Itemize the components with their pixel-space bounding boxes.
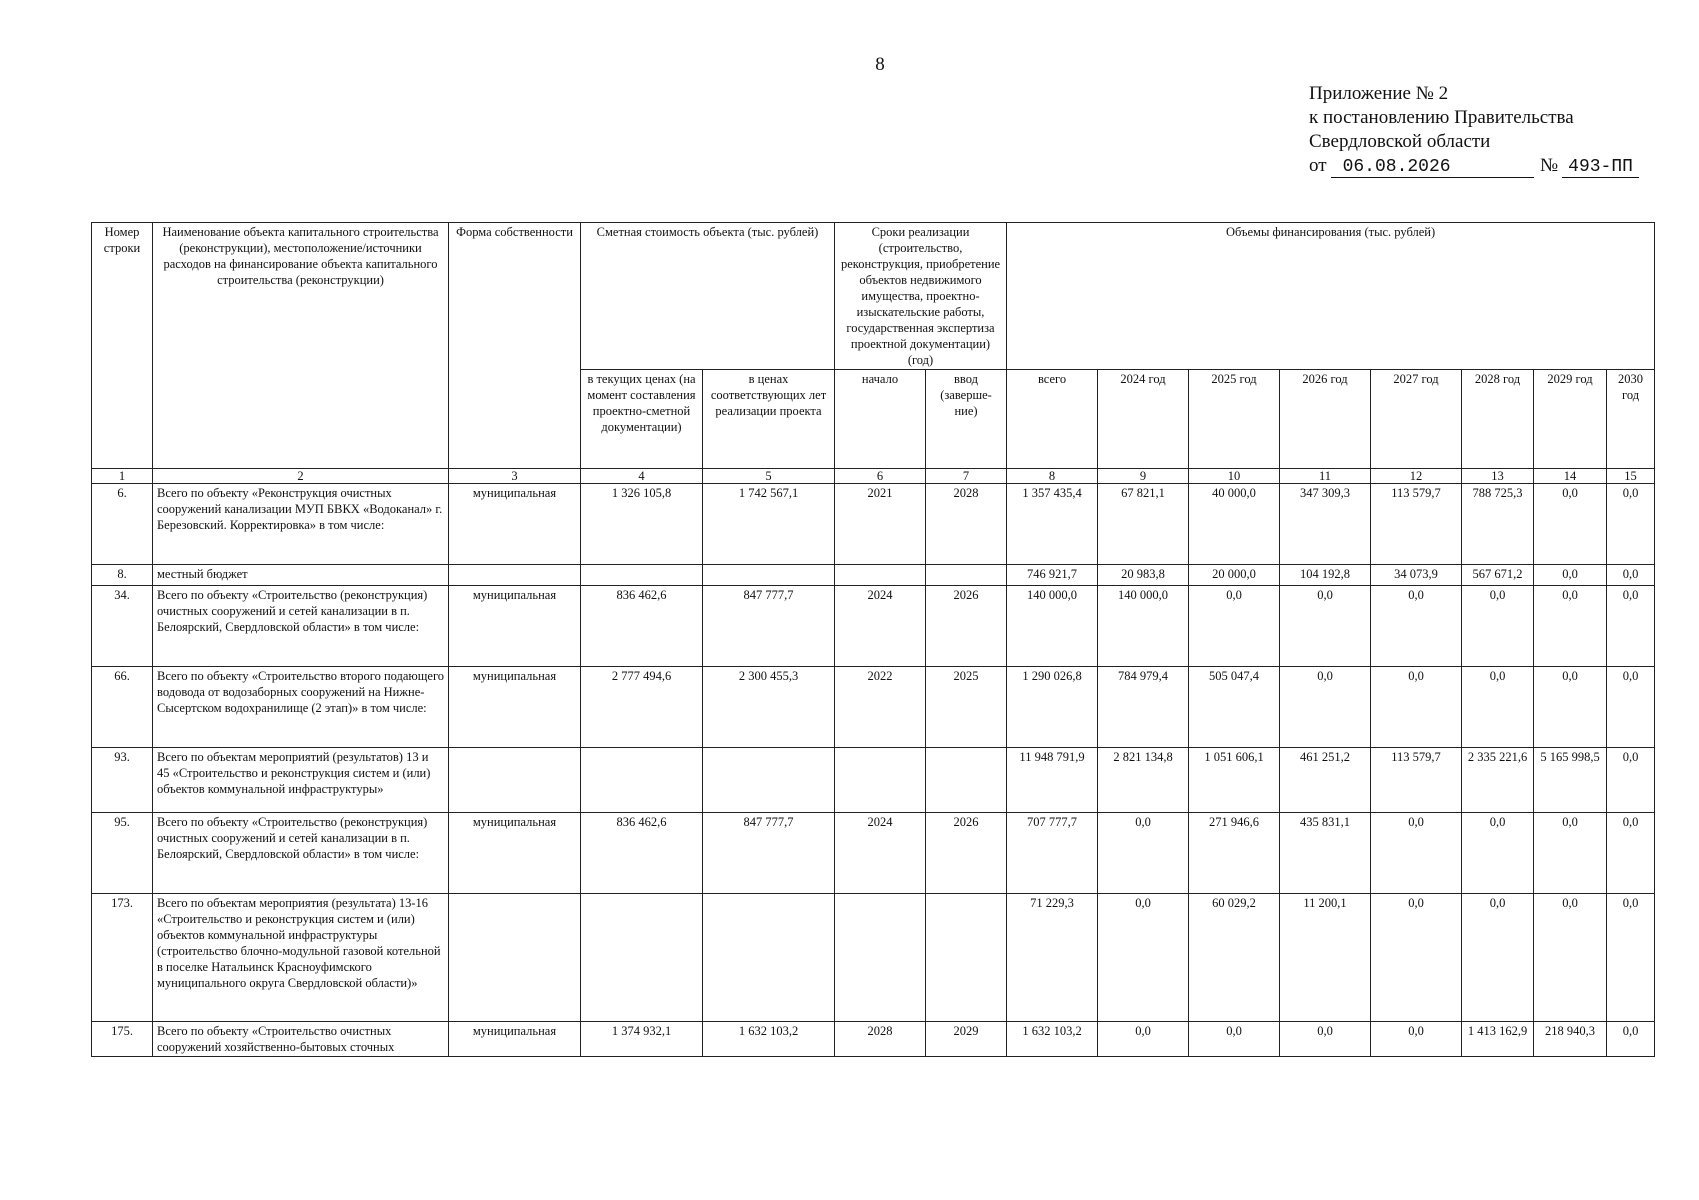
column-number: 15 — [1607, 469, 1655, 484]
row-number-cell: 95. — [92, 813, 153, 894]
total-cell: 746 921,7 — [1007, 565, 1098, 586]
y2026-cell: 0,0 — [1280, 586, 1371, 667]
row-number-cell: 173. — [92, 894, 153, 1022]
header-2030: 2030 год — [1607, 370, 1655, 469]
cost-years-cell: 2 300 455,3 — [703, 667, 835, 748]
table-row — [92, 813, 1655, 894]
start-year-cell: 2028 — [835, 1022, 926, 1057]
y2028-cell: 1 413 162,9 — [1462, 1022, 1534, 1057]
cost-current-cell: 2 777 494,6 — [581, 667, 703, 748]
y2029-cell: 0,0 — [1534, 667, 1607, 748]
header-2027: 2027 год — [1371, 370, 1462, 469]
cost-current-cell — [581, 894, 703, 1022]
y2027-cell: 113 579,7 — [1371, 748, 1462, 813]
header-2028: 2028 год — [1462, 370, 1534, 469]
cost-years-cell: 847 777,7 — [703, 586, 835, 667]
y2025-cell: 505 047,4 — [1189, 667, 1280, 748]
object-name-cell: Всего по объекту «Реконструкция очистных сооружений канализации МУП БВКХ «Водоканал» г. Березовский. Корректировка» в том числе: — [153, 484, 449, 565]
start-year-cell: 2022 — [835, 667, 926, 748]
y2025-cell: 20 000,0 — [1189, 565, 1280, 586]
y2027-cell: 0,0 — [1371, 813, 1462, 894]
resolution-date: 06.08.2026 — [1331, 157, 1534, 178]
total-cell: 1 632 103,2 — [1007, 1022, 1098, 1057]
y2027-cell: 0,0 — [1371, 1022, 1462, 1057]
y2024-cell: 0,0 — [1098, 1022, 1189, 1057]
number-sign: № — [1540, 155, 1559, 176]
column-number: 10 — [1189, 469, 1280, 484]
table-row — [92, 748, 1655, 813]
total-cell: 707 777,7 — [1007, 813, 1098, 894]
object-name-cell: Всего по объектам мероприятий (результатов) 13 и 45 «Строительство и реконструкция систем и (или) объектов коммунальной инфраструктуры» — [153, 748, 449, 813]
row-number-cell: 66. — [92, 667, 153, 748]
header-row-1 — [92, 223, 1655, 370]
y2027-cell: 113 579,7 — [1371, 484, 1462, 565]
y2027-cell: 0,0 — [1371, 586, 1462, 667]
resolution-number: 493-ПП — [1562, 157, 1639, 178]
appendix-resolution: к постановлению Правительства — [1309, 107, 1574, 128]
cost-years-cell: 847 777,7 — [703, 813, 835, 894]
cost-years-cell — [703, 748, 835, 813]
y2024-cell: 140 000,0 — [1098, 586, 1189, 667]
y2025-cell: 0,0 — [1189, 1022, 1280, 1057]
y2028-cell: 0,0 — [1462, 894, 1534, 1022]
y2030-cell: 0,0 — [1607, 813, 1655, 894]
start-year-cell — [835, 565, 926, 586]
start-year-cell: 2024 — [835, 813, 926, 894]
cost-current-cell: 836 462,6 — [581, 586, 703, 667]
object-name-cell: Всего по объекту «Строительство второго подающего водовода от водозаборных сооружений на Нижне-Сысертском водохранилище (2 этап)» в том числе: — [153, 667, 449, 748]
y2024-cell: 784 979,4 — [1098, 667, 1189, 748]
y2025-cell: 1 051 606,1 — [1189, 748, 1280, 813]
cost-current-cell: 1 326 105,8 — [581, 484, 703, 565]
appendix-block — [1309, 82, 1639, 178]
y2025-cell: 271 946,6 — [1189, 813, 1280, 894]
y2024-cell: 2 821 134,8 — [1098, 748, 1189, 813]
end-year-cell — [926, 748, 1007, 813]
total-cell: 11 948 791,9 — [1007, 748, 1098, 813]
column-number: 8 — [1007, 469, 1098, 484]
column-number: 5 — [703, 469, 835, 484]
y2029-cell: 0,0 — [1534, 894, 1607, 1022]
column-number: 14 — [1534, 469, 1607, 484]
column-number: 12 — [1371, 469, 1462, 484]
row-number-cell: 175. — [92, 1022, 153, 1057]
y2025-cell: 0,0 — [1189, 586, 1280, 667]
column-number-row — [92, 469, 1655, 484]
y2030-cell: 0,0 — [1607, 1022, 1655, 1057]
object-name-cell: Всего по объекту «Строительство (реконструкция) очистных сооружений и сетей канализации в п. Белоярский, Свердловской области» в том числе: — [153, 813, 449, 894]
y2026-cell: 104 192,8 — [1280, 565, 1371, 586]
row-number-cell: 8. — [92, 565, 153, 586]
header-2025: 2025 год — [1189, 370, 1280, 469]
y2029-cell: 0,0 — [1534, 565, 1607, 586]
table-row — [92, 586, 1655, 667]
cost-current-cell — [581, 748, 703, 813]
column-number: 4 — [581, 469, 703, 484]
total-cell: 140 000,0 — [1007, 586, 1098, 667]
y2024-cell: 67 821,1 — [1098, 484, 1189, 565]
header-object-name: Наименование объекта капитального строительства (реконструкции), местоположение/источники расходов на финансирование объекта капитального строительства (реконструкции) — [153, 223, 449, 469]
header-terms: Сроки реализации (строительство, реконструкция, приобретение объектов недвижимого имущества, проектно-изыскательские работы, государственная экспертиза проектной документации) (год) — [835, 223, 1007, 370]
table-row — [92, 484, 1655, 565]
start-year-cell — [835, 894, 926, 1022]
y2028-cell: 0,0 — [1462, 813, 1534, 894]
header-estimated-cost: Сметная стоимость объекта (тыс. рублей) — [581, 223, 835, 370]
y2029-cell: 5 165 998,5 — [1534, 748, 1607, 813]
ownership-cell — [449, 894, 581, 1022]
header-2024: 2024 год — [1098, 370, 1189, 469]
header-start: начало — [835, 370, 926, 469]
end-year-cell — [926, 565, 1007, 586]
y2029-cell: 218 940,3 — [1534, 1022, 1607, 1057]
cost-years-cell: 1 742 567,1 — [703, 484, 835, 565]
header-2026: 2026 год — [1280, 370, 1371, 469]
start-year-cell: 2024 — [835, 586, 926, 667]
object-name-cell: Всего по объекту «Строительство очистных сооружений хозяйственно-бытовых сточных — [153, 1022, 449, 1057]
y2024-cell: 20 983,8 — [1098, 565, 1189, 586]
header-ownership: Форма собственности — [449, 223, 581, 469]
y2027-cell: 0,0 — [1371, 894, 1462, 1022]
ownership-cell: муниципальная — [449, 484, 581, 565]
cost-current-cell: 1 374 932,1 — [581, 1022, 703, 1057]
table-row — [92, 1022, 1655, 1057]
cost-current-cell: 836 462,6 — [581, 813, 703, 894]
start-year-cell — [835, 748, 926, 813]
column-number: 1 — [92, 469, 153, 484]
column-number: 13 — [1462, 469, 1534, 484]
header-end: ввод (заверше-ние) — [926, 370, 1007, 469]
header-cost-current: в текущих ценах (на момент составления проектно-сметной документации) — [581, 370, 703, 469]
end-year-cell: 2026 — [926, 813, 1007, 894]
y2026-cell: 0,0 — [1280, 1022, 1371, 1057]
y2030-cell: 0,0 — [1607, 894, 1655, 1022]
y2026-cell: 461 251,2 — [1280, 748, 1371, 813]
y2026-cell: 435 831,1 — [1280, 813, 1371, 894]
y2025-cell: 60 029,2 — [1189, 894, 1280, 1022]
ownership-cell — [449, 748, 581, 813]
ownership-cell — [449, 565, 581, 586]
column-number: 3 — [449, 469, 581, 484]
end-year-cell: 2029 — [926, 1022, 1007, 1057]
appendix-date-row — [1309, 154, 1639, 178]
y2026-cell: 0,0 — [1280, 667, 1371, 748]
end-year-cell — [926, 894, 1007, 1022]
end-year-cell: 2026 — [926, 586, 1007, 667]
page-number: 8 — [875, 54, 885, 75]
object-name-cell: местный бюджет — [153, 565, 449, 586]
start-year-cell: 2021 — [835, 484, 926, 565]
y2026-cell: 347 309,3 — [1280, 484, 1371, 565]
header-funding: Объемы финансирования (тыс. рублей) — [1007, 223, 1655, 370]
total-cell: 1 357 435,4 — [1007, 484, 1098, 565]
y2030-cell: 0,0 — [1607, 667, 1655, 748]
y2029-cell: 0,0 — [1534, 484, 1607, 565]
column-number: 2 — [153, 469, 449, 484]
header-2029: 2029 год — [1534, 370, 1607, 469]
column-number: 7 — [926, 469, 1007, 484]
ownership-cell: муниципальная — [449, 813, 581, 894]
y2025-cell: 40 000,0 — [1189, 484, 1280, 565]
ownership-cell: муниципальная — [449, 667, 581, 748]
column-number: 6 — [835, 469, 926, 484]
cost-current-cell — [581, 565, 703, 586]
y2027-cell: 34 073,9 — [1371, 565, 1462, 586]
row-number-cell: 6. — [92, 484, 153, 565]
cost-years-cell — [703, 565, 835, 586]
table-row — [92, 565, 1655, 586]
header-total: всего — [1007, 370, 1098, 469]
header-cost-years: в ценах соответствующих лет реализации проекта — [703, 370, 835, 469]
ownership-cell: муниципальная — [449, 586, 581, 667]
y2030-cell: 0,0 — [1607, 565, 1655, 586]
column-number: 11 — [1280, 469, 1371, 484]
cost-years-cell: 1 632 103,2 — [703, 1022, 835, 1057]
end-year-cell: 2025 — [926, 667, 1007, 748]
total-cell: 1 290 026,8 — [1007, 667, 1098, 748]
y2030-cell: 0,0 — [1607, 484, 1655, 565]
ownership-cell: муниципальная — [449, 1022, 581, 1057]
y2024-cell: 0,0 — [1098, 813, 1189, 894]
object-name-cell: Всего по объектам мероприятия (результата) 13-16 «Строительство и реконструкция систем и (или) объектов коммунальной инфраструктуры (строительство блочно-модульной газовой котельной в поселке Натальинск Красноуфимского муниципального округа Свердловской области)» — [153, 894, 449, 1022]
row-number-cell: 34. — [92, 586, 153, 667]
y2028-cell: 2 335 221,6 — [1462, 748, 1534, 813]
financing-table — [91, 222, 1655, 1057]
y2029-cell: 0,0 — [1534, 586, 1607, 667]
header-row-number: Номер строки — [92, 223, 153, 469]
table-row — [92, 894, 1655, 1022]
y2026-cell: 11 200,1 — [1280, 894, 1371, 1022]
total-cell: 71 229,3 — [1007, 894, 1098, 1022]
y2028-cell: 567 671,2 — [1462, 565, 1534, 586]
y2028-cell: 0,0 — [1462, 667, 1534, 748]
column-number: 9 — [1098, 469, 1189, 484]
object-name-cell: Всего по объекту «Строительство (реконструкция) очистных сооружений и сетей канализации в п. Белоярский, Свердловской области» в том числе: — [153, 586, 449, 667]
y2028-cell: 788 725,3 — [1462, 484, 1534, 565]
appendix-region: Свердловской области — [1309, 131, 1491, 152]
from-label: от — [1309, 155, 1327, 176]
y2029-cell: 0,0 — [1534, 813, 1607, 894]
y2030-cell: 0,0 — [1607, 748, 1655, 813]
y2024-cell: 0,0 — [1098, 894, 1189, 1022]
table-row — [92, 667, 1655, 748]
y2027-cell: 0,0 — [1371, 667, 1462, 748]
end-year-cell: 2028 — [926, 484, 1007, 565]
cost-years-cell — [703, 894, 835, 1022]
appendix-title: Приложение № 2 — [1309, 83, 1449, 104]
row-number-cell: 93. — [92, 748, 153, 813]
y2028-cell: 0,0 — [1462, 586, 1534, 667]
y2030-cell: 0,0 — [1607, 586, 1655, 667]
